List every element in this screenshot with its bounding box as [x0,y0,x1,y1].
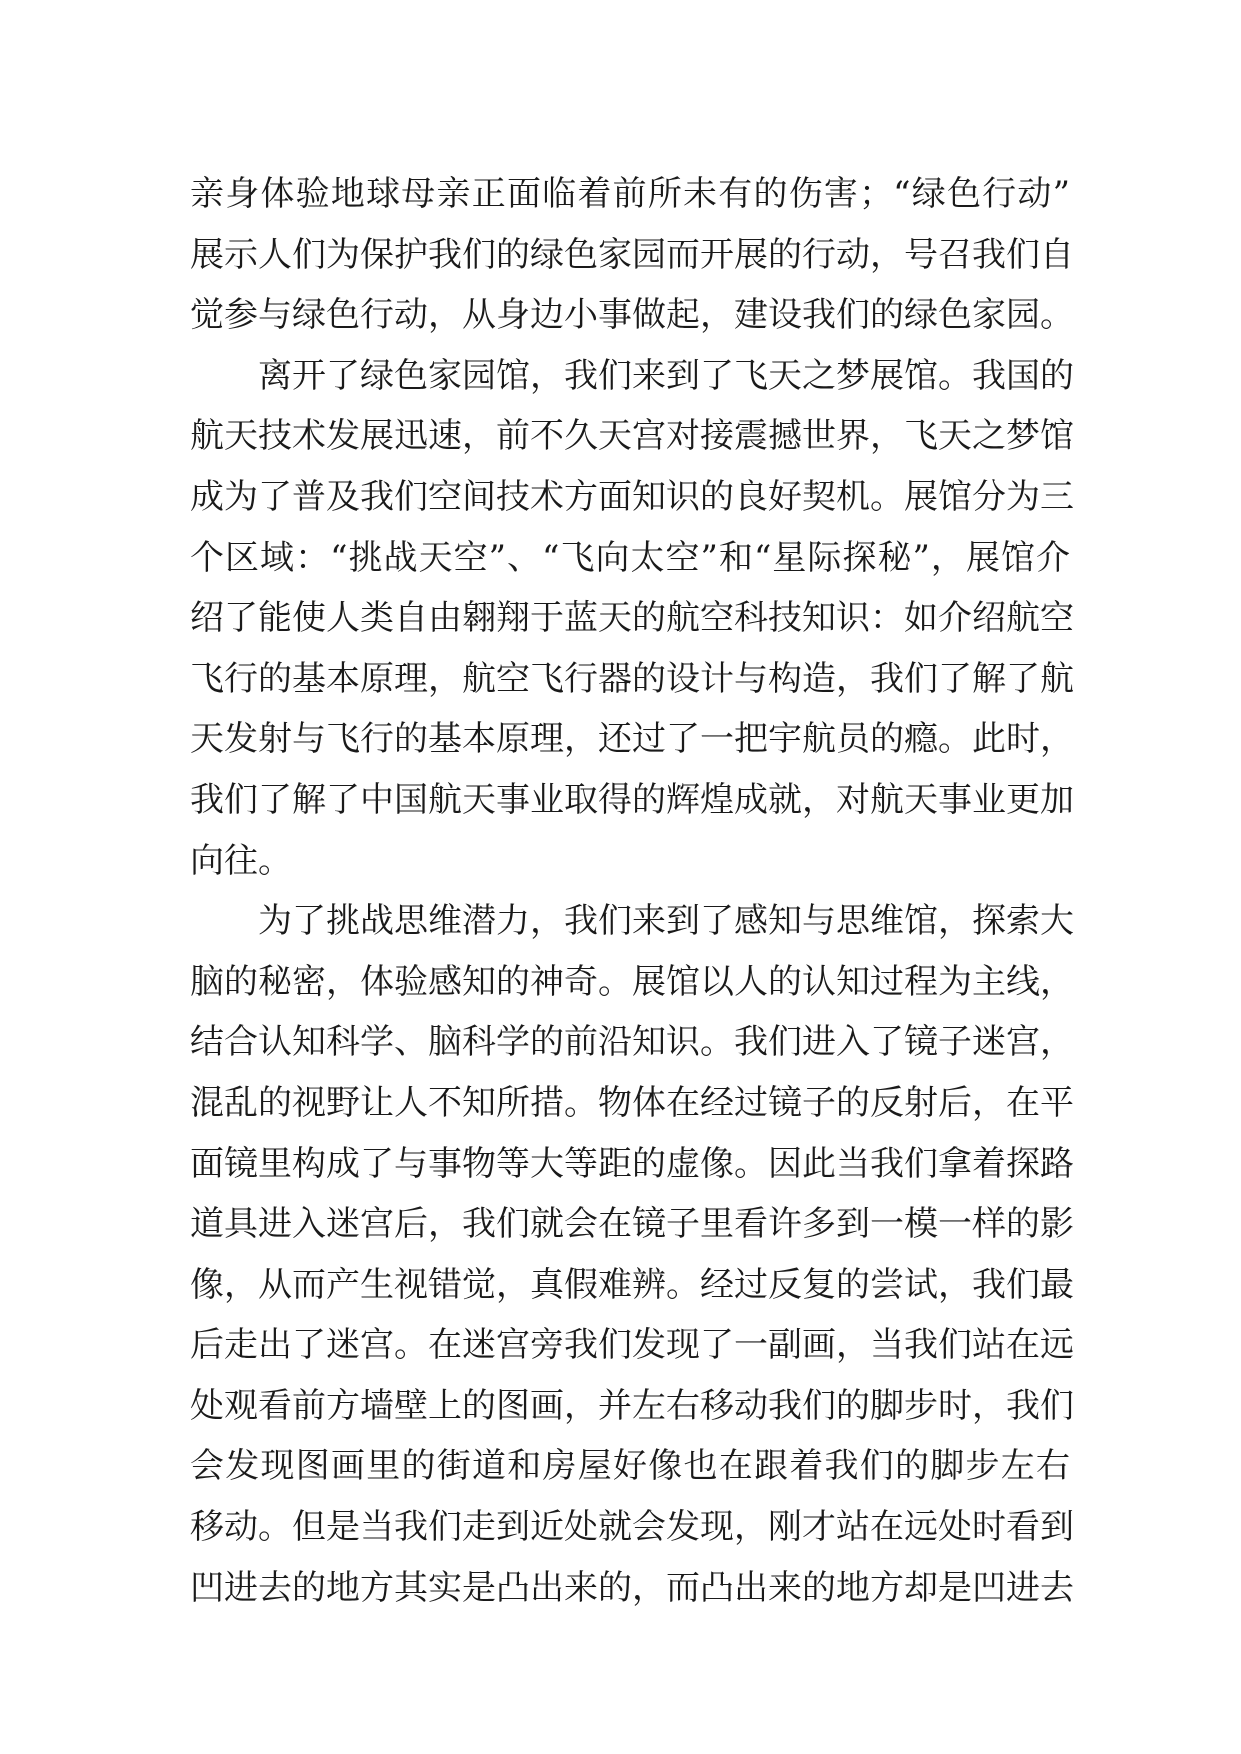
text-line: 个区域：“挑战天空”、“飞向太空”和“星际探秘”，展馆介 [190,537,1070,578]
text-line: 绍了能使人类自由翱翔于蓝天的航空科技知识：如介绍航空 [190,598,1074,639]
text-line: 向往。 [190,840,292,881]
text-line: 处观看前方墙壁上的图画，并左右移动我们的脚步时，我们 [190,1385,1074,1426]
text-line: 移动。但是当我们走到近处就会发现，刚才站在远处时看到 [190,1507,1074,1548]
text-line: 后走出了迷宫。在迷宫旁我们发现了一副画，当我们站在远 [190,1325,1074,1366]
text-line: 飞行的基本原理，航空飞行器的设计与构造，我们了解了航 [190,658,1074,699]
text-line: 觉参与绿色行动，从身边小事做起，建设我们的绿色家园。 [190,295,1074,336]
text-line: 面镜里构成了与事物等大等距的虚像。因此当我们拿着探路 [190,1143,1074,1184]
text-line: 天发射与飞行的基本原理，还过了一把宇航员的瘾。此时， [190,719,1074,760]
text-line: 航天技术发展迅速，前不久天宫对接震撼世界，飞天之梦馆 [190,416,1074,457]
body-text [190,164,1074,1618]
text-line: 混乱的视野让人不知所措。物体在经过镜子的反射后，在平 [190,1082,1074,1123]
paragraph-start-line: 为了挑战思维潜力，我们来到了感知与思维馆，探索大 [258,901,1074,942]
text-line: 脑的秘密，体验感知的神奇。展馆以人的认知过程为主线， [190,961,1074,1002]
text-line: 会发现图画里的街道和房屋好像也在跟着我们的脚步左右 [190,1446,1070,1487]
text-line: 凹进去的地方其实是凸出来的，而凸出来的地方却是凹进去 [190,1567,1074,1608]
text-line: 我们了解了中国航天事业取得的辉煌成就，对航天事业更加 [190,779,1074,820]
text-line: 结合认知科学、脑科学的前沿知识。我们进入了镜子迷宫， [190,1022,1074,1063]
text-line: 展示人们为保护我们的绿色家园而开展的行动，号召我们自 [190,234,1074,275]
text-line: 像，从而产生视错觉，真假难辨。经过反复的尝试，我们最 [190,1264,1074,1305]
paragraph-start-line: 离开了绿色家园馆，我们来到了飞天之梦展馆。我国的 [258,355,1074,396]
text-line: 亲身体验地球母亲正面临着前所未有的伤害；“绿色行动” [190,174,1070,214]
text-line: 成为了普及我们空间技术方面知识的良好契机。展馆分为三 [190,476,1074,517]
text-line: 道具进入迷宫后，我们就会在镜子里看许多到一模一样的影 [190,1204,1074,1245]
